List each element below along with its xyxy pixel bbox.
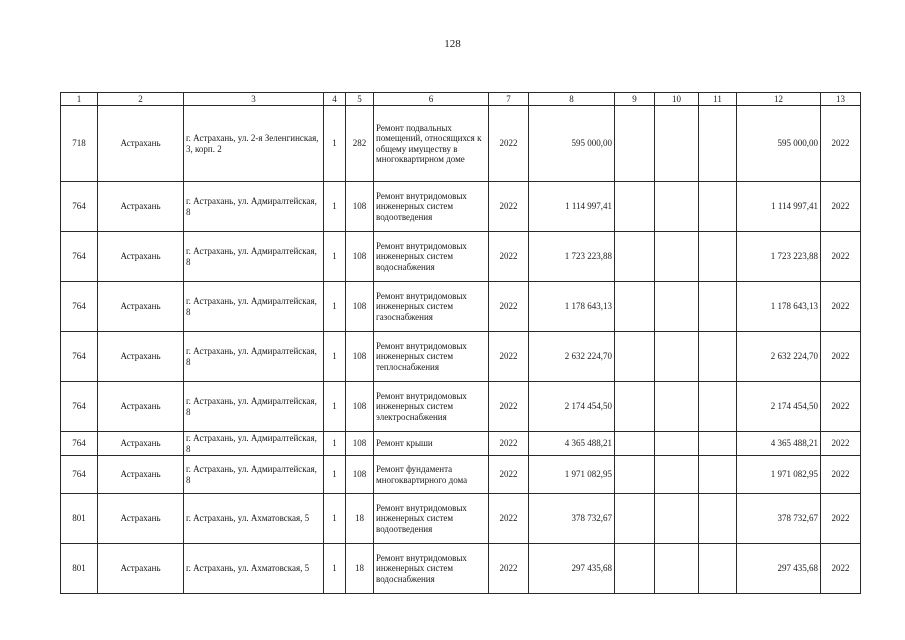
cell-col11: [699, 182, 737, 232]
cell-total-cost: 1 178 643,13: [529, 282, 615, 332]
cell-year: 2022: [489, 432, 529, 456]
table-row: [61, 182, 861, 232]
cell-col9: [615, 332, 655, 382]
table-row: [61, 432, 861, 456]
cell-municipality: Астрахань: [98, 182, 184, 232]
cell-municipality: Астрахань: [98, 232, 184, 282]
cell-work-type: Ремонт внутридомовых инженерных систем водоотведения: [374, 182, 489, 232]
cell-address: г. Астрахань, ул. Адмиралтейская, 8: [184, 232, 324, 282]
cell-col5: 108: [346, 232, 374, 282]
cell-col9: [615, 282, 655, 332]
cell-total-cost: 1 971 082,95: [529, 456, 615, 494]
cell-work-type: Ремонт подвальных помещений, относящихся к общему имуществу в многоквартирном доме: [374, 106, 489, 182]
cell-address: г. Астрахань, ул. Адмиралтейская, 8: [184, 382, 324, 432]
cell-object-number: 718: [61, 106, 98, 182]
cell-year: 2022: [489, 106, 529, 182]
header-cell-12: 12: [737, 93, 821, 106]
cell-total-cost: 297 435,68: [529, 544, 615, 594]
header-cell-6: 6: [374, 93, 489, 106]
cell-col10: [655, 432, 699, 456]
cell-completion-year: 2022: [821, 432, 861, 456]
table-row: [61, 456, 861, 494]
cell-fund-cost: 2 174 454,50: [737, 382, 821, 432]
cell-col4: 1: [324, 494, 346, 544]
cell-fund-cost: 1 971 082,95: [737, 456, 821, 494]
cell-municipality: Астрахань: [98, 544, 184, 594]
cell-completion-year: 2022: [821, 282, 861, 332]
cell-col5: 18: [346, 544, 374, 594]
cell-work-type: Ремонт внутридомовых инженерных систем водоотведения: [374, 494, 489, 544]
cell-year: 2022: [489, 282, 529, 332]
cell-municipality: Астрахань: [98, 282, 184, 332]
cell-col9: [615, 382, 655, 432]
header-cell-3: 3: [184, 93, 324, 106]
cell-address: г. Астрахань, ул. Ахматовская, 5: [184, 544, 324, 594]
cell-completion-year: 2022: [821, 544, 861, 594]
cell-col11: [699, 494, 737, 544]
cell-col4: 1: [324, 182, 346, 232]
cell-completion-year: 2022: [821, 382, 861, 432]
cell-total-cost: 4 365 488,21: [529, 432, 615, 456]
cell-completion-year: 2022: [821, 182, 861, 232]
cell-address: г. Астрахань, ул. 2-я Зеленгинская, 3, корп. 2: [184, 106, 324, 182]
cell-col10: [655, 382, 699, 432]
cell-address: г. Астрахань, ул. Адмиралтейская, 8: [184, 182, 324, 232]
cell-col11: [699, 382, 737, 432]
cell-fund-cost: 297 435,68: [737, 544, 821, 594]
cell-fund-cost: 595 000,00: [737, 106, 821, 182]
header-cell-8: 8: [529, 93, 615, 106]
cell-fund-cost: 1 114 997,41: [737, 182, 821, 232]
table-body: [61, 106, 861, 594]
repair-schedule-table: [60, 92, 861, 594]
header-cell-7: 7: [489, 93, 529, 106]
cell-total-cost: 378 732,67: [529, 494, 615, 544]
cell-col11: [699, 456, 737, 494]
cell-total-cost: 2 632 224,70: [529, 332, 615, 382]
cell-col11: [699, 232, 737, 282]
header-cell-11: 11: [699, 93, 737, 106]
cell-municipality: Астрахань: [98, 494, 184, 544]
cell-object-number: 764: [61, 456, 98, 494]
cell-year: 2022: [489, 332, 529, 382]
cell-col9: [615, 432, 655, 456]
cell-address: г. Астрахань, ул. Адмиралтейская, 8: [184, 332, 324, 382]
cell-object-number: 764: [61, 282, 98, 332]
cell-col4: 1: [324, 332, 346, 382]
cell-total-cost: 1 114 997,41: [529, 182, 615, 232]
cell-object-number: 801: [61, 544, 98, 594]
cell-col5: 108: [346, 182, 374, 232]
cell-municipality: Астрахань: [98, 332, 184, 382]
cell-col4: 1: [324, 456, 346, 494]
table-row: [61, 382, 861, 432]
table-row: [61, 282, 861, 332]
header-cell-10: 10: [655, 93, 699, 106]
cell-col9: [615, 494, 655, 544]
cell-col5: 108: [346, 456, 374, 494]
header-cell-9: 9: [615, 93, 655, 106]
cell-col4: 1: [324, 432, 346, 456]
cell-col11: [699, 432, 737, 456]
cell-work-type: Ремонт крыши: [374, 432, 489, 456]
cell-total-cost: 2 174 454,50: [529, 382, 615, 432]
cell-object-number: 764: [61, 232, 98, 282]
cell-address: г. Астрахань, ул. Ахматовская, 5: [184, 494, 324, 544]
cell-col10: [655, 332, 699, 382]
cell-municipality: Астрахань: [98, 432, 184, 456]
cell-col5: 108: [346, 332, 374, 382]
table-row: [61, 544, 861, 594]
header-cell-4: 4: [324, 93, 346, 106]
cell-fund-cost: 2 632 224,70: [737, 332, 821, 382]
cell-completion-year: 2022: [821, 232, 861, 282]
cell-year: 2022: [489, 544, 529, 594]
cell-col4: 1: [324, 282, 346, 332]
cell-col10: [655, 182, 699, 232]
cell-year: 2022: [489, 232, 529, 282]
cell-col10: [655, 456, 699, 494]
cell-col5: 108: [346, 382, 374, 432]
cell-col9: [615, 456, 655, 494]
cell-fund-cost: 4 365 488,21: [737, 432, 821, 456]
cell-municipality: Астрахань: [98, 382, 184, 432]
cell-col10: [655, 494, 699, 544]
cell-address: г. Астрахань, ул. Адмиралтейская, 8: [184, 432, 324, 456]
cell-object-number: 764: [61, 432, 98, 456]
cell-col10: [655, 232, 699, 282]
cell-col5: 18: [346, 494, 374, 544]
cell-completion-year: 2022: [821, 332, 861, 382]
cell-object-number: 764: [61, 382, 98, 432]
cell-col5: 108: [346, 432, 374, 456]
cell-total-cost: 595 000,00: [529, 106, 615, 182]
cell-object-number: 764: [61, 332, 98, 382]
cell-col5: 108: [346, 282, 374, 332]
cell-municipality: Астрахань: [98, 106, 184, 182]
cell-object-number: 764: [61, 182, 98, 232]
cell-col10: [655, 544, 699, 594]
table-row: [61, 232, 861, 282]
cell-col4: 1: [324, 382, 346, 432]
cell-address: г. Астрахань, ул. Адмиралтейская, 8: [184, 456, 324, 494]
header-cell-13: 13: [821, 93, 861, 106]
cell-object-number: 801: [61, 494, 98, 544]
header-row: [61, 93, 861, 106]
cell-year: 2022: [489, 494, 529, 544]
cell-col11: [699, 544, 737, 594]
cell-completion-year: 2022: [821, 456, 861, 494]
cell-municipality: Астрахань: [98, 456, 184, 494]
cell-work-type: Ремонт внутридомовых инженерных систем электроснабжения: [374, 382, 489, 432]
cell-work-type: Ремонт внутридомовых инженерных систем водоснабжения: [374, 544, 489, 594]
cell-col9: [615, 232, 655, 282]
cell-year: 2022: [489, 382, 529, 432]
cell-fund-cost: 378 732,67: [737, 494, 821, 544]
header-cell-5: 5: [346, 93, 374, 106]
cell-col4: 1: [324, 544, 346, 594]
cell-completion-year: 2022: [821, 494, 861, 544]
cell-work-type: Ремонт внутридомовых инженерных систем водоснабжения: [374, 232, 489, 282]
cell-total-cost: 1 723 223,88: [529, 232, 615, 282]
table-row: [61, 494, 861, 544]
header-cell-2: 2: [98, 93, 184, 106]
cell-col4: 1: [324, 232, 346, 282]
cell-work-type: Ремонт фундамента многоквартирного дома: [374, 456, 489, 494]
header-cell-1: 1: [61, 93, 98, 106]
cell-fund-cost: 1 723 223,88: [737, 232, 821, 282]
page-number: 128: [444, 38, 461, 50]
cell-year: 2022: [489, 456, 529, 494]
table-row: [61, 106, 861, 182]
cell-work-type: Ремонт внутридомовых инженерных систем теплоснабжения: [374, 332, 489, 382]
cell-completion-year: 2022: [821, 106, 861, 182]
cell-col9: [615, 106, 655, 182]
cell-col11: [699, 106, 737, 182]
cell-col11: [699, 282, 737, 332]
cell-year: 2022: [489, 182, 529, 232]
cell-address: г. Астрахань, ул. Адмиралтейская, 8: [184, 282, 324, 332]
table-row: [61, 332, 861, 382]
cell-col5: 282: [346, 106, 374, 182]
cell-col4: 1: [324, 106, 346, 182]
cell-col10: [655, 106, 699, 182]
cell-work-type: Ремонт внутридомовых инженерных систем газоснабжения: [374, 282, 489, 332]
cell-col9: [615, 182, 655, 232]
cell-col10: [655, 282, 699, 332]
cell-fund-cost: 1 178 643,13: [737, 282, 821, 332]
cell-col11: [699, 332, 737, 382]
cell-col9: [615, 544, 655, 594]
